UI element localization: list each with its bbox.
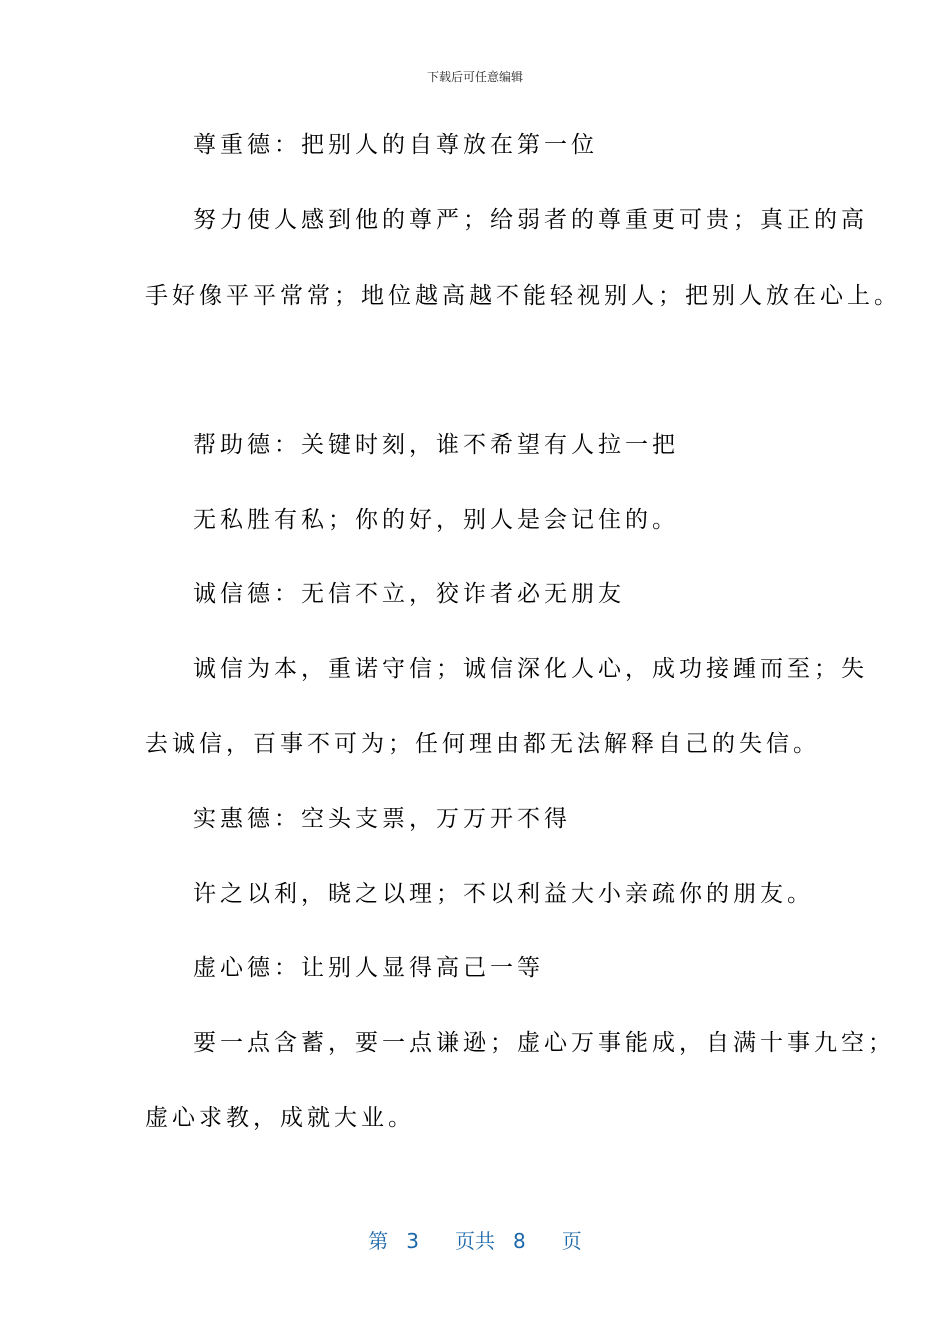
footer-middle: 页共 bbox=[455, 1229, 495, 1253]
heading-modesty: 虚心德：让别人显得高己一等 bbox=[193, 955, 544, 981]
paragraph-line: 要一点含蓄，要一点谦逊；虚心万事能成，自满十事九空； bbox=[193, 1030, 895, 1056]
paragraph-line: 许之以利，晓之以理；不以利益大小亲疏你的朋友。 bbox=[193, 881, 814, 907]
heading-respect: 尊重德：把别人的自尊放在第一位 bbox=[193, 132, 598, 158]
heading-integrity: 诚信德：无信不立，狡诈者必无朋友 bbox=[193, 581, 625, 607]
paragraph-line: 努力使人感到他的尊严；给弱者的尊重更可贵；真正的高 bbox=[193, 207, 868, 233]
paragraph-line: 手好像平平常常；地位越高越不能轻视别人；把别人放在心上。 bbox=[145, 283, 901, 309]
heading-help: 帮助德：关键时刻，谁不希望有人拉一把 bbox=[193, 432, 679, 458]
heading-benefit: 实惠德：空头支票，万万开不得 bbox=[193, 806, 571, 832]
current-page-number: 3 bbox=[406, 1229, 419, 1253]
total-pages-number: 8 bbox=[513, 1229, 526, 1253]
footer-prefix: 第 bbox=[368, 1229, 389, 1253]
paragraph-line: 虚心求教，成就大业。 bbox=[145, 1105, 415, 1131]
page-header: 下载后可任意编辑 bbox=[426, 70, 523, 84]
page-footer bbox=[0, 1225, 950, 1254]
paragraph-line: 无私胜有私；你的好，别人是会记住的。 bbox=[193, 507, 679, 533]
footer-suffix: 页 bbox=[561, 1229, 582, 1253]
paragraph-line: 去诚信，百事不可为；任何理由都无法解释自己的失信。 bbox=[145, 731, 820, 757]
paragraph-line: 诚信为本，重诺守信；诚信深化人心，成功接踵而至；失 bbox=[193, 656, 868, 682]
